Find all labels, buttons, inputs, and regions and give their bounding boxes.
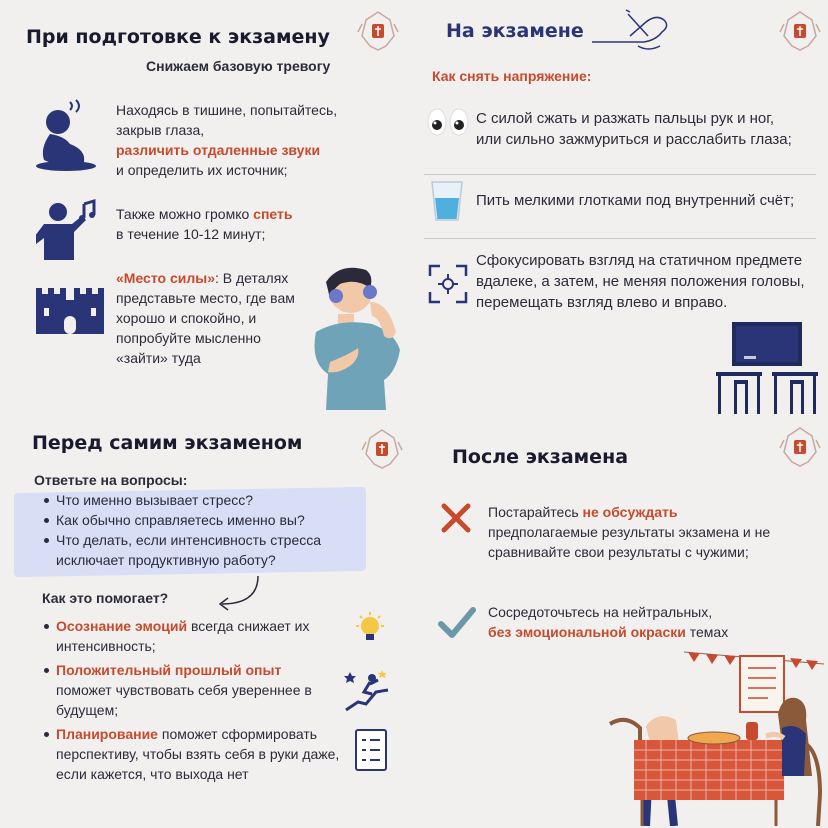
exam-subtitle: Как снять напряжение: bbox=[432, 68, 592, 84]
checkmark-icon bbox=[438, 606, 476, 640]
after-item-1-text: Постарайтесь bbox=[488, 504, 583, 520]
list-item: Осознание эмоций всегда снижает их интенсивность; bbox=[42, 616, 352, 656]
list-item: Положительный прошлый опыт поможет чувствовать себя увереннее в будущем; bbox=[42, 660, 352, 720]
after-item-2-accent: без эмоциональной окраски bbox=[488, 624, 686, 640]
exam-item-1: С силой сжать и разжать пальцы рук и ног, или сильно зажмуриться и расслабить глаза; bbox=[476, 110, 792, 148]
after-item-1-rest: предполагаемые результаты экзамена и не сравнивайте свои результаты с чужими; bbox=[488, 524, 771, 560]
section-subtitle-preparation: Снижаем базовую тревогу bbox=[146, 58, 331, 74]
castle-icon bbox=[36, 286, 104, 334]
prep-item-2-accent: спеть bbox=[253, 206, 293, 222]
prep-item-1-rest: и определить их источник; bbox=[116, 162, 288, 178]
prep-item-2-text: Также можно громко bbox=[116, 206, 254, 222]
divider bbox=[424, 238, 816, 239]
prep-item-1-accent: различить отдаленные звуки bbox=[116, 142, 321, 158]
questions-list bbox=[42, 490, 362, 570]
prep-item-3-accent: «Место силы» bbox=[116, 270, 215, 286]
helps-title: Как это помогает? bbox=[42, 590, 169, 606]
after-item-2-rest: темах bbox=[685, 624, 729, 640]
section-title-before-exam: Перед самим экзаменом bbox=[32, 432, 303, 454]
section-title-after-exam: После экзамена bbox=[452, 446, 629, 468]
list-item: Планирование поможет сформировать перспективу, чтобы взять себя в руки даже, если кажется, что выхода нет bbox=[42, 724, 352, 784]
section-title-exam: На экзамене bbox=[446, 20, 584, 42]
cross-icon bbox=[440, 502, 472, 534]
section-title-preparation: При подготовке к экзамену bbox=[26, 26, 330, 48]
divider bbox=[424, 174, 816, 175]
after-item-2-text: Сосредоточьтесь на нейтральных, bbox=[488, 604, 713, 620]
prep-item-2-rest: в течение 10-12 минут; bbox=[116, 226, 266, 242]
lightbulb-icon bbox=[352, 610, 388, 646]
prep-item-3-text: : В деталях представьте место, где вам хорошо и спокойно, и попробуйте мысленно «зайти» туда bbox=[116, 270, 295, 366]
water-glass-icon bbox=[430, 180, 464, 222]
after-item-1-accent: не обсуждать bbox=[582, 504, 678, 520]
writing-hand-icon bbox=[590, 6, 674, 58]
singing-person-icon bbox=[36, 198, 104, 262]
listening-person-icon bbox=[30, 98, 102, 172]
emblem-icon bbox=[356, 6, 400, 54]
emblem-icon bbox=[778, 422, 822, 470]
classroom-illustration bbox=[714, 322, 820, 414]
cafe-conversation-illustration bbox=[606, 644, 824, 826]
helps-list bbox=[42, 616, 352, 784]
emblem-icon bbox=[360, 424, 404, 472]
emblem-icon bbox=[778, 6, 822, 54]
questions-title: Ответьте на вопросы: bbox=[34, 472, 188, 488]
exam-item-3: Сфокусировать взгляд на статичном предмете вдалеке, а затем, не меняя положения головы, перемещать взгляд влево и вправо. bbox=[476, 252, 805, 311]
checklist-icon bbox=[354, 728, 390, 772]
exam-item-2: Пить мелкими глотками под внутренний счёт; bbox=[476, 192, 795, 209]
climbing-success-icon bbox=[344, 666, 390, 712]
list-item: Что делать, если интенсивность стресса исключает продуктивную работу? bbox=[42, 530, 362, 570]
list-item: Что именно вызывает стресс? bbox=[42, 490, 362, 510]
man-with-headphones-illustration bbox=[300, 262, 416, 414]
curved-arrow-icon bbox=[206, 574, 262, 614]
list-item: Как обычно справляетесь именно вы? bbox=[42, 510, 362, 530]
focus-target-icon bbox=[426, 262, 470, 306]
eyes-icon bbox=[426, 104, 470, 140]
prep-item-1-text: Находясь в тишине, попытайтесь, закрыв глаза, bbox=[116, 102, 338, 138]
